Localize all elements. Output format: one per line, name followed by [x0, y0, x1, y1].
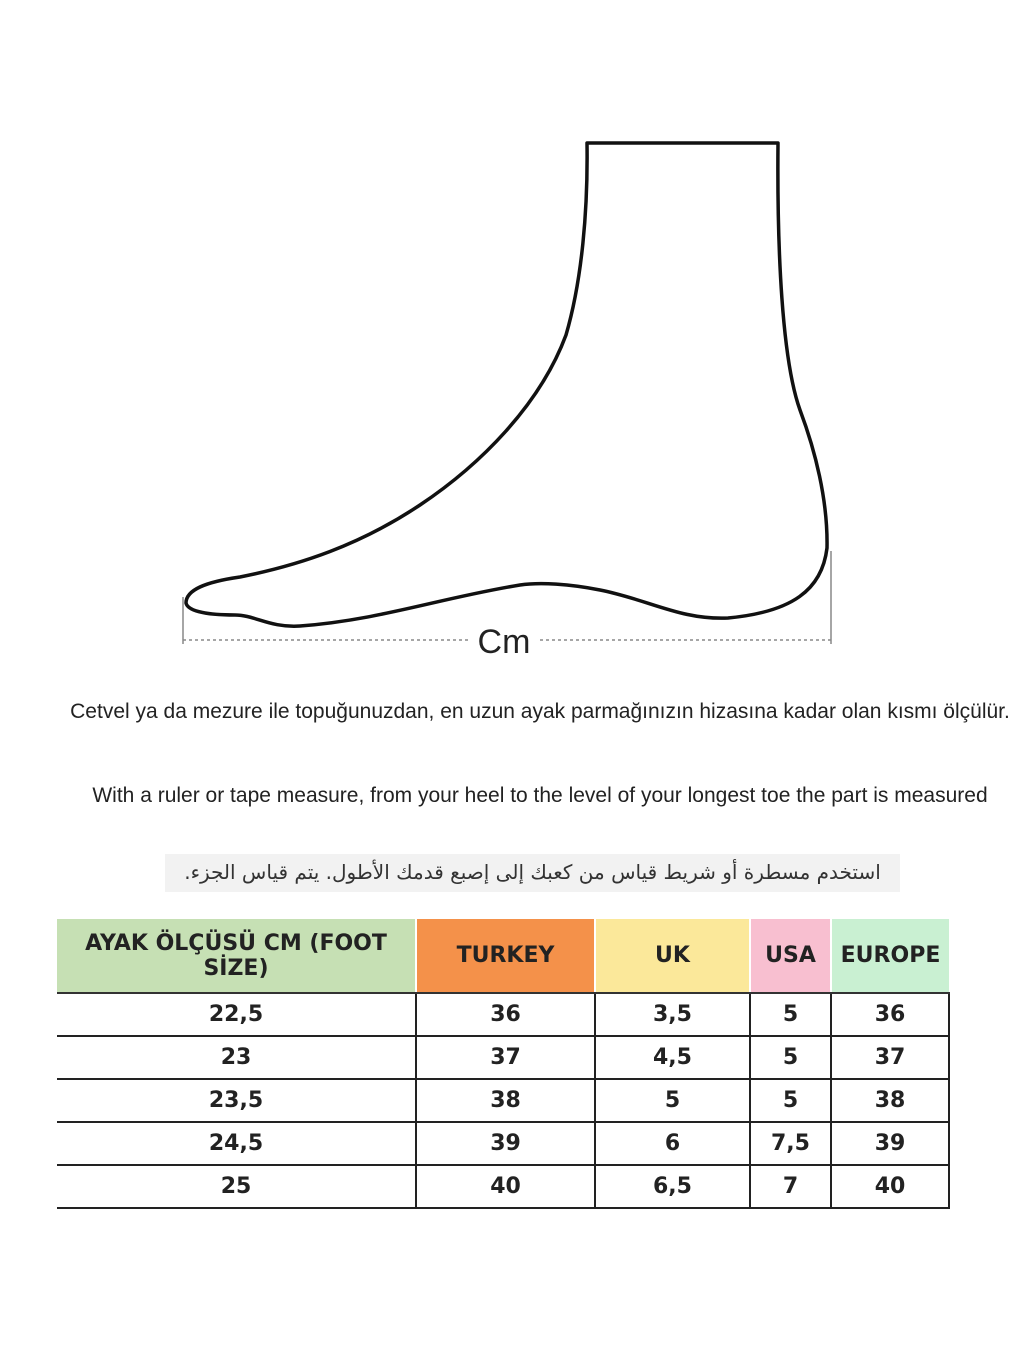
cell-usa: 5	[750, 1036, 831, 1079]
table-header-row	[57, 919, 949, 993]
instruction-arabic: استخدم مسطرة أو شريط قياس من كعبك إلى إصبع قدمك الأطول. يتم قياس الجزء.	[165, 854, 900, 892]
cell-foot-size: 23,5	[57, 1079, 416, 1122]
instruction-english: With a ruler or tape measure, from your heel to the level of your longest toe the part is measured	[92, 784, 988, 807]
instruction-turkish: Cetvel ya da mezure ile topuğunuzdan, en uzun ayak parmağınızın hizasına kadar olan kısmı ölçülür.	[70, 700, 1010, 723]
cell-europe: 40	[831, 1165, 949, 1208]
size-conversion-table	[57, 919, 950, 1209]
header-turkey: TURKEY	[416, 919, 595, 993]
cell-usa: 5	[750, 1079, 831, 1122]
cell-uk: 4,5	[595, 1036, 750, 1079]
header-usa: USA	[750, 919, 831, 993]
cell-europe: 37	[831, 1036, 949, 1079]
cell-usa: 5	[750, 993, 831, 1036]
measurement-unit-label: Cm	[477, 623, 531, 661]
table-row	[57, 1165, 949, 1208]
cell-uk: 6,5	[595, 1165, 750, 1208]
cell-uk: 5	[595, 1079, 750, 1122]
foot-outline	[186, 143, 827, 626]
header-europe: EUROPE	[831, 919, 949, 993]
cell-europe: 39	[831, 1122, 949, 1165]
cell-uk: 6	[595, 1122, 750, 1165]
cell-europe: 38	[831, 1079, 949, 1122]
cell-turkey: 39	[416, 1122, 595, 1165]
cell-usa: 7	[750, 1165, 831, 1208]
cell-foot-size: 25	[57, 1165, 416, 1208]
cell-turkey: 38	[416, 1079, 595, 1122]
header-uk: UK	[595, 919, 750, 993]
header-foot-size-cm: AYAK ÖLÇÜSÜ CM (FOOT SİZE)	[57, 919, 416, 993]
cell-turkey: 37	[416, 1036, 595, 1079]
cell-foot-size: 24,5	[57, 1122, 416, 1165]
table-row	[57, 1122, 949, 1165]
table-row	[57, 993, 949, 1036]
cell-europe: 36	[831, 993, 949, 1036]
cell-foot-size: 23	[57, 1036, 416, 1079]
cell-turkey: 40	[416, 1165, 595, 1208]
cell-turkey: 36	[416, 993, 595, 1036]
table-row	[57, 1036, 949, 1079]
cell-uk: 3,5	[595, 993, 750, 1036]
cell-foot-size: 22,5	[57, 993, 416, 1036]
cell-usa: 7,5	[750, 1122, 831, 1165]
table-row	[57, 1079, 949, 1122]
